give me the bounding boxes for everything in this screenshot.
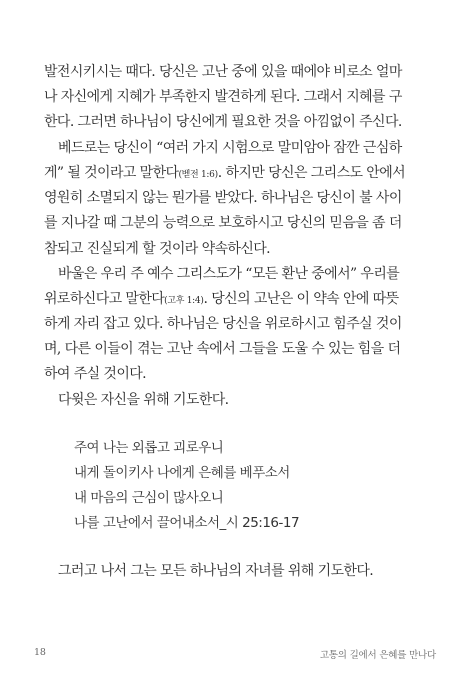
poem-line: 나를 고난에서 끌어내소서_시 25:16-17 bbox=[74, 515, 300, 531]
body-line: 다윗은 자신을 위해 기도한다. bbox=[58, 392, 229, 408]
body-line: 나 자신에게 지혜가 부족한지 발견하게 된다. 그래서 지혜를 구 bbox=[44, 89, 402, 105]
poem-line: 내게 돌이키사 나에게 은혜를 베푸소서 bbox=[74, 465, 290, 481]
body-text: . 당신의 고난은 이 약속 안에 따뜻 bbox=[203, 291, 399, 307]
poem-line: 주여 나는 외롭고 괴로우니 bbox=[74, 440, 224, 456]
scripture-citation: (고후 1:4) bbox=[164, 296, 204, 306]
body-text: 위로하신다고 말한다 bbox=[44, 291, 165, 307]
body-line: 베드로는 당신이 “여러 가지 시험으로 말미암아 잠깐 근심하 bbox=[58, 140, 402, 156]
body-line-with-citation bbox=[44, 164, 438, 184]
body-text: 게” 될 것이라고 말한다 bbox=[44, 165, 179, 181]
body-line: 하여 주실 것이다. bbox=[44, 366, 147, 382]
body-line: 를 지나갈 때 그분의 능력으로 보호하시고 당신의 믿음을 좀 더 bbox=[44, 215, 402, 231]
body-line: 그러고 나서 그는 모든 하나님의 자녀를 위해 기도한다. bbox=[58, 563, 374, 579]
body-line: 하게 자리 잡고 있다. 하나님은 당신을 위로하시고 힘주실 것이 bbox=[44, 316, 402, 332]
body-line-with-citation bbox=[44, 290, 438, 310]
body-text: . 하지만 당신은 그리스도 안에서 bbox=[217, 165, 406, 181]
page-number: 18 bbox=[34, 647, 46, 658]
poem-line: 내 마음의 근심이 많사오니 bbox=[74, 490, 224, 506]
body-line: 한다. 그러면 하나님이 당신에게 필요한 것을 아낌없이 주신다. bbox=[44, 114, 402, 130]
running-title: 고통의 길에서 은혜를 만나다 bbox=[319, 650, 436, 661]
body-line: 발전시키시는 때다. 당신은 고난 중에 있을 때에야 비로소 얼마 bbox=[44, 64, 402, 80]
body-line: 바울은 우리 주 예수 그리스도가 “모든 환난 중에서” 우리를 bbox=[58, 266, 400, 282]
body-line: 영원히 소멸되지 않는 뭔가를 받았다. 하나님은 당신이 불 사이 bbox=[44, 190, 402, 206]
body-line: 며, 다른 이들이 겪는 고난 속에서 그들을 도울 수 있는 힘을 더 bbox=[44, 341, 401, 357]
body-line: 참되고 진실되게 할 것이라 약속하신다. bbox=[44, 241, 271, 257]
scripture-citation: (벧전 1:6) bbox=[178, 170, 218, 180]
